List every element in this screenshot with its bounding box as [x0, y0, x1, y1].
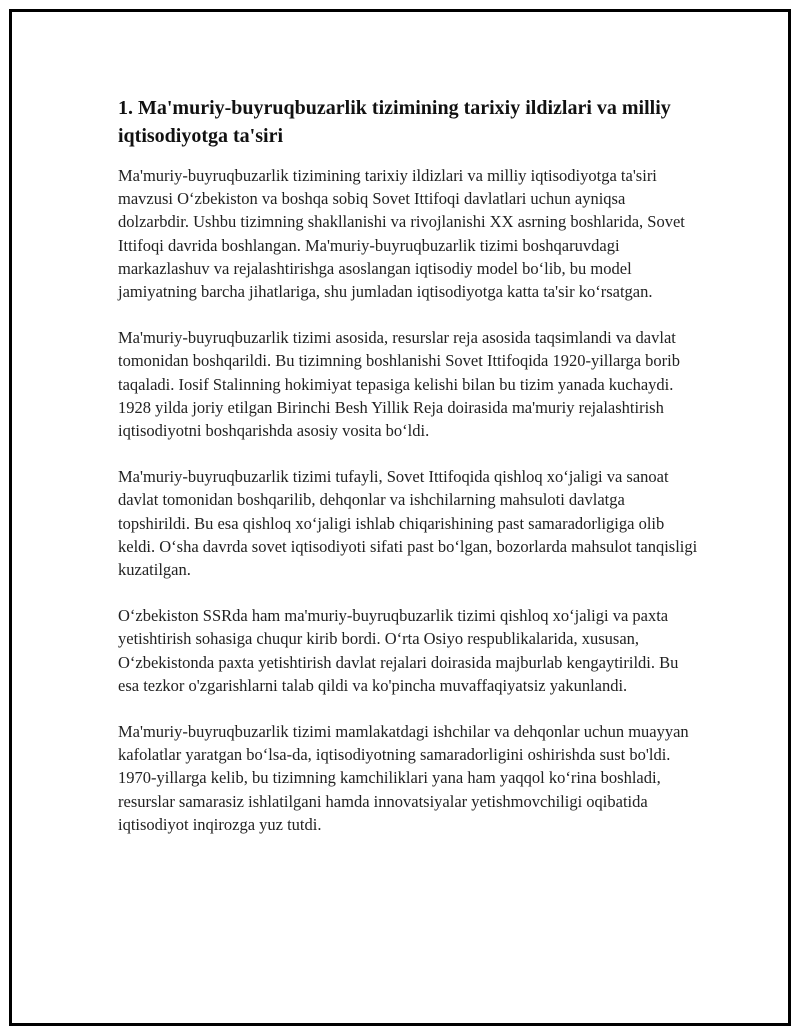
paragraph-2: Ma'muriy-buyruqbuzarlik tizimi asosida, resurslar reja asosida taqsimlandi va davlat tomonidan boshqarildi. Bu tizimning boshlanishi Sovet Ittifoqida 1920-yillarga borib taqaladi. Iosif Stalinning hokimiyat tepasiga kelishi bilan bu tizim yanada kuchaydi. 1928 yilda joriy etilgan Birinchi Besh Yillik Reja doirasida ma'muriy rejalashtirish iqtisodiyotni boshqarishda asosiy vosita bo‘ldi.: [118, 328, 681, 441]
paragraph-4: O‘zbekiston SSRda ham ma'muriy-buyruqbuzarlik tizimi qishloq xo‘jaligi va paxta yetishtirish sohasiga chuqur kirib bordi. O‘rta Osiyo respublikalarida, xususan, O‘zbekistonda paxta yetishtirish davlat rejalari doirasida majburlab kengaytirildi. Bu esa tezkor o'zgarishlarni talab qildi va ko'pincha muvaffaqiyatsiz yakunlandi.: [118, 606, 679, 695]
paragraph-5: Ma'muriy-buyruqbuzarlik tizimi mamlakatdagi ishchilar va dehqonlar uchun muayyan kafolatlar yaratgan bo‘lsa-da, iqtisodiyotning samaradorligini oshirishda sust bo'ldi. 1970-yillarga kelib, bu tizimning kamchiliklari yana ham yaqqol ko‘rina boshladi, resurslar samarasiz ishlatilgani hamda innovatsiyalar yetishmovchiligi oqibatida iqtisodiyot inqirozga yuz tutdi.: [118, 722, 689, 834]
document-body: [118, 94, 698, 859]
section-heading: 1. Ma'muriy-buyruqbuzarlik tizimining tarixiy ildizlari va milliy iqtisodiyotga ta'siri: [118, 97, 671, 147]
paragraph-1: Ma'muriy-buyruqbuzarlik tizimining tarixiy ildizlari va milliy iqtisodiyotga ta'siri mavzusi O‘zbekiston va boshqa sobiq Sovet Ittifoqi davlatlari uchun ayniqsa dolzarbdir. Ushbu tizimning shakllanishi va rivojlanishi XX asrning boshlarida, Sovet Ittifoqi davrida boshlangan. Ma'muriy-buyruqbuzarlik tizimi boshqaruvdagi markazlashuv va rejalashtirishga asoslangan iqtisodiy model bo‘lib, bu model jamiyatning barcha jihatlariga, shu jumladan iqtisodiyotga katta ta'sir ko‘rsatgan.: [118, 166, 685, 302]
paragraph-3: Ma'muriy-buyruqbuzarlik tizimi tufayli, Sovet Ittifoqida qishloq xo‘jaligi va sanoat davlat tomonidan boshqarilib, dehqonlar va ishchilarning mahsuloti davlatga topshirildi. Bu esa qishloq xo‘jaligi ishlab chiqarishining past samaradorligiga olib keldi. O‘sha davrda sovet iqtisodiyoti sifati past bo‘lgan, bozorlarda mahsulot tanqisligi kuzatilgan.: [118, 467, 698, 580]
